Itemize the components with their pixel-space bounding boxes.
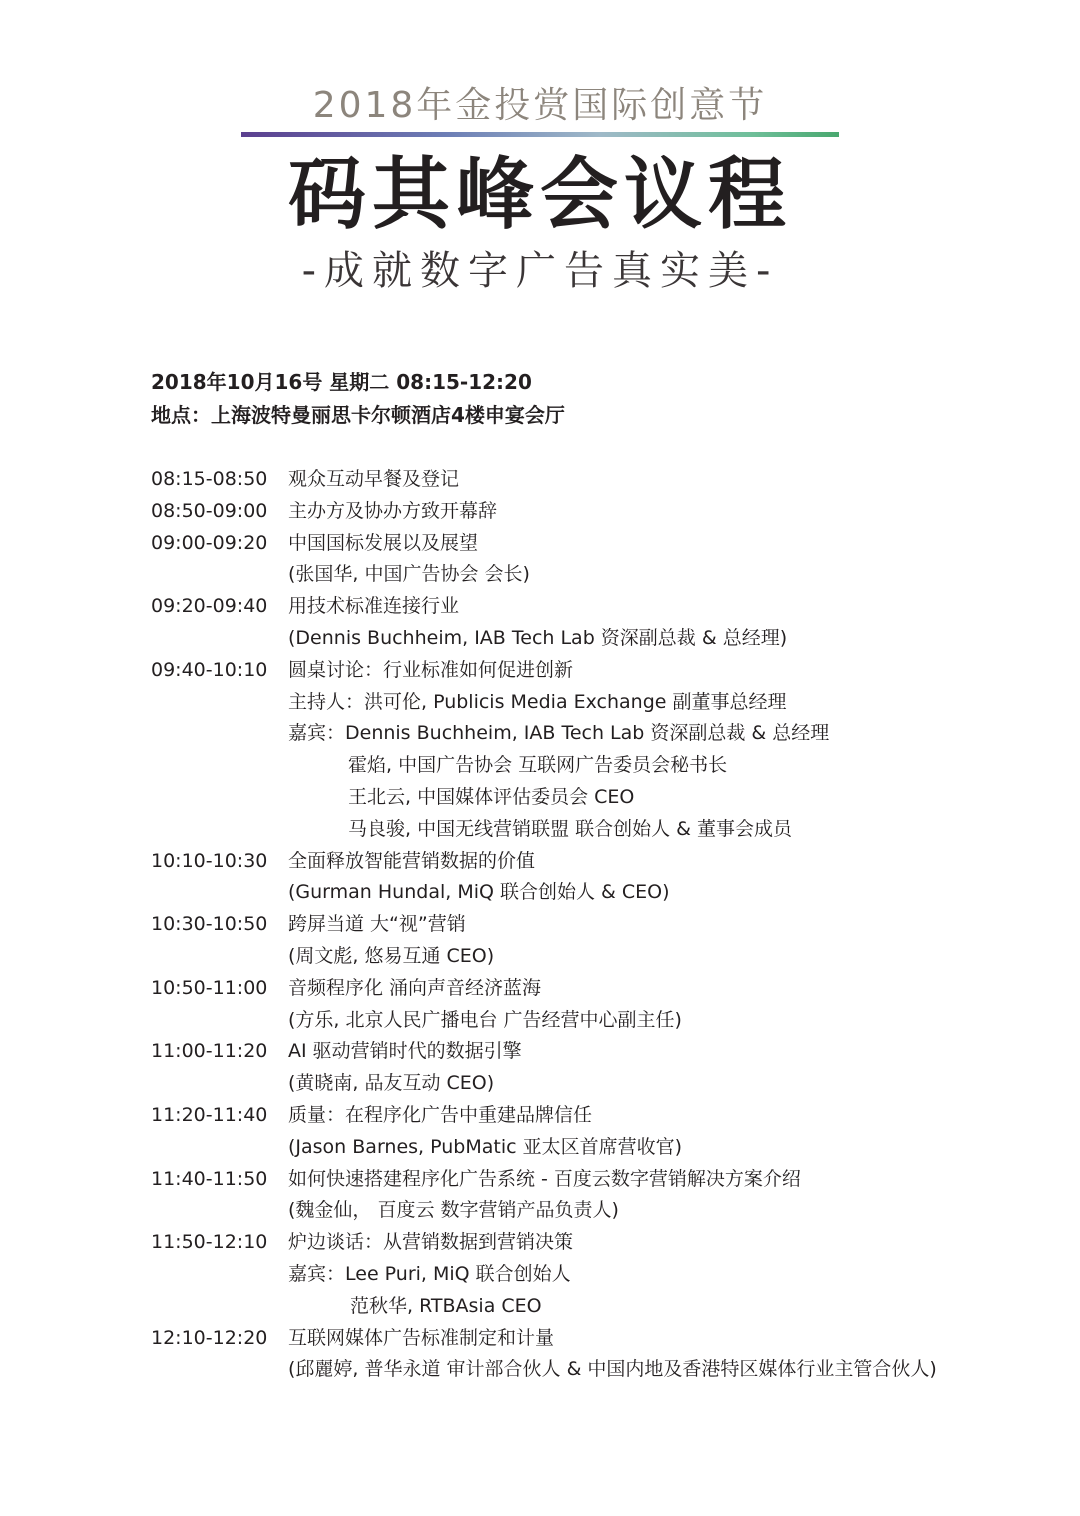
agenda-row xyxy=(151,1100,1031,1132)
agenda-text: 全面释放智能营销数据的价值 xyxy=(288,849,536,872)
agenda-text: 音频程序化 涌向声音经济蓝海 xyxy=(288,976,542,999)
agenda-time: 10:30-10:50 xyxy=(151,913,268,936)
agenda-text: (方乐, 北京人民广播电台 广告经营中心副主任) xyxy=(288,1008,682,1031)
agenda-list xyxy=(151,464,1031,1386)
agenda-row xyxy=(151,973,1031,1005)
agenda-text: (张国华, 中国广告协会 会长) xyxy=(288,563,530,586)
event-location: 地点：上海波特曼丽思卡尔顿酒店4楼申宴会厅 xyxy=(151,403,565,427)
agenda-text: 质量：在程序化广告中重建品牌信任 xyxy=(288,1103,593,1126)
agenda-row xyxy=(151,1227,1031,1259)
page-subtitle: -成就数字广告真实美- xyxy=(301,248,779,294)
agenda-row xyxy=(151,1323,1031,1355)
agenda-text: (魏金仙， 百度云 数字营销产品负责人) xyxy=(288,1199,619,1222)
agenda-row xyxy=(151,559,1031,591)
agenda-text: (Dennis Buchheim, IAB Tech Lab 资深副总裁 & 总经理) xyxy=(288,626,788,649)
agenda-row xyxy=(151,1068,1031,1100)
agenda-row xyxy=(151,655,1031,687)
agenda-row xyxy=(151,687,1031,719)
agenda-row xyxy=(151,496,1031,528)
agenda-row xyxy=(151,909,1031,941)
agenda-row xyxy=(151,782,1031,814)
agenda-row xyxy=(151,814,1031,846)
agenda-text: 范秋华, RTBAsia CEO xyxy=(350,1294,542,1317)
agenda-time: 09:40-10:10 xyxy=(151,658,268,681)
agenda-text: 炉边谈话：从营销数据到营销决策 xyxy=(288,1231,574,1254)
agenda-text: (周文彪, 悠易互通 CEO) xyxy=(288,944,495,967)
agenda-row xyxy=(151,591,1031,623)
agenda-time: 10:50-11:00 xyxy=(151,976,268,999)
agenda-text: (黄晓南, 品友互动 CEO) xyxy=(288,1072,495,1095)
agenda-row xyxy=(151,623,1031,655)
agenda-text: 马良骏, 中国无线营销联盟 联合创始人 & 董事会成员 xyxy=(348,817,793,840)
event-supertitle: 2018年金投赏国际创意节 xyxy=(312,85,768,126)
agenda-text: (Jason Barnes, PubMatic 亚太区首席营收官) xyxy=(288,1135,683,1158)
agenda-text: 主持人：洪可伦, Publicis Media Exchange 副董事总经理 xyxy=(288,690,787,713)
event-meta xyxy=(151,366,1031,432)
agenda-text: 跨屏当道 大“视”营销 xyxy=(288,913,466,936)
agenda-time: 11:20-11:40 xyxy=(151,1103,268,1126)
event-datetime: 2018年10月16号 星期二 08:15-12:20 xyxy=(151,370,532,394)
agenda-row xyxy=(151,877,1031,909)
agenda-row xyxy=(151,464,1031,496)
agenda-time: 09:20-09:40 xyxy=(151,595,268,618)
agenda-row xyxy=(151,528,1031,560)
agenda-time: 12:10-12:20 xyxy=(151,1326,268,1349)
agenda-row xyxy=(151,750,1031,782)
agenda-text: 霍焰, 中国广告协会 互联网广告委员会秘书长 xyxy=(348,754,728,777)
agenda-time: 11:00-11:20 xyxy=(151,1040,268,1063)
agenda-text: 互联网媒体广告标准制定和计量 xyxy=(288,1326,555,1349)
agenda-text: 如何快速搭建程序化广告系统 - 百度云数字营销解决方案介绍 xyxy=(288,1167,801,1190)
agenda-row xyxy=(151,1036,1031,1068)
agenda-time: 08:15-08:50 xyxy=(151,468,268,490)
agenda-row xyxy=(151,941,1031,973)
agenda-row xyxy=(151,1132,1031,1164)
agenda-row xyxy=(151,1354,1031,1386)
agenda-time: 11:40-11:50 xyxy=(151,1167,268,1190)
agenda-time: 11:50-12:10 xyxy=(151,1231,268,1254)
agenda-row xyxy=(151,1195,1031,1227)
agenda-row xyxy=(151,1005,1031,1037)
agenda-text: 嘉宾：Lee Puri, MiQ 联合创始人 xyxy=(288,1262,571,1285)
agenda-text: (邱麗婷, 普华永道 审计部合伙人 & 中国内地及香港特区媒体行业主管合伙人) xyxy=(288,1358,937,1381)
agenda-row xyxy=(151,718,1031,750)
agenda-row xyxy=(151,1259,1031,1291)
agenda-time: 08:50-09:00 xyxy=(151,499,268,522)
gradient-divider xyxy=(241,132,839,137)
page-title: 码其峰会议程 xyxy=(287,150,792,240)
agenda-text: 圆桌讨论：行业标准如何促进创新 xyxy=(288,658,574,681)
agenda-text: 主办方及协办方致开幕辞 xyxy=(288,499,498,522)
agenda-text: 王北云, 中国媒体评估委员会 CEO xyxy=(348,785,635,808)
agenda-text: 嘉宾：Dennis Buchheim, IAB Tech Lab 资深副总裁 & 总经理 xyxy=(288,722,830,745)
agenda-row xyxy=(151,1291,1031,1323)
agenda-text: 观众互动早餐及登记 xyxy=(288,468,460,490)
agenda-text: 中国国标发展以及展望 xyxy=(288,531,479,554)
agenda-text: 用技术标准连接行业 xyxy=(288,595,460,618)
agenda-row xyxy=(151,846,1031,878)
agenda-text: AI 驱动营销时代的数据引擎 xyxy=(288,1040,522,1063)
agenda-text: (Gurman Hundal, MiQ 联合创始人 & CEO) xyxy=(288,881,670,904)
agenda-time: 10:10-10:30 xyxy=(151,849,268,872)
agenda-row xyxy=(151,1164,1031,1196)
agenda-time: 09:00-09:20 xyxy=(151,531,268,554)
